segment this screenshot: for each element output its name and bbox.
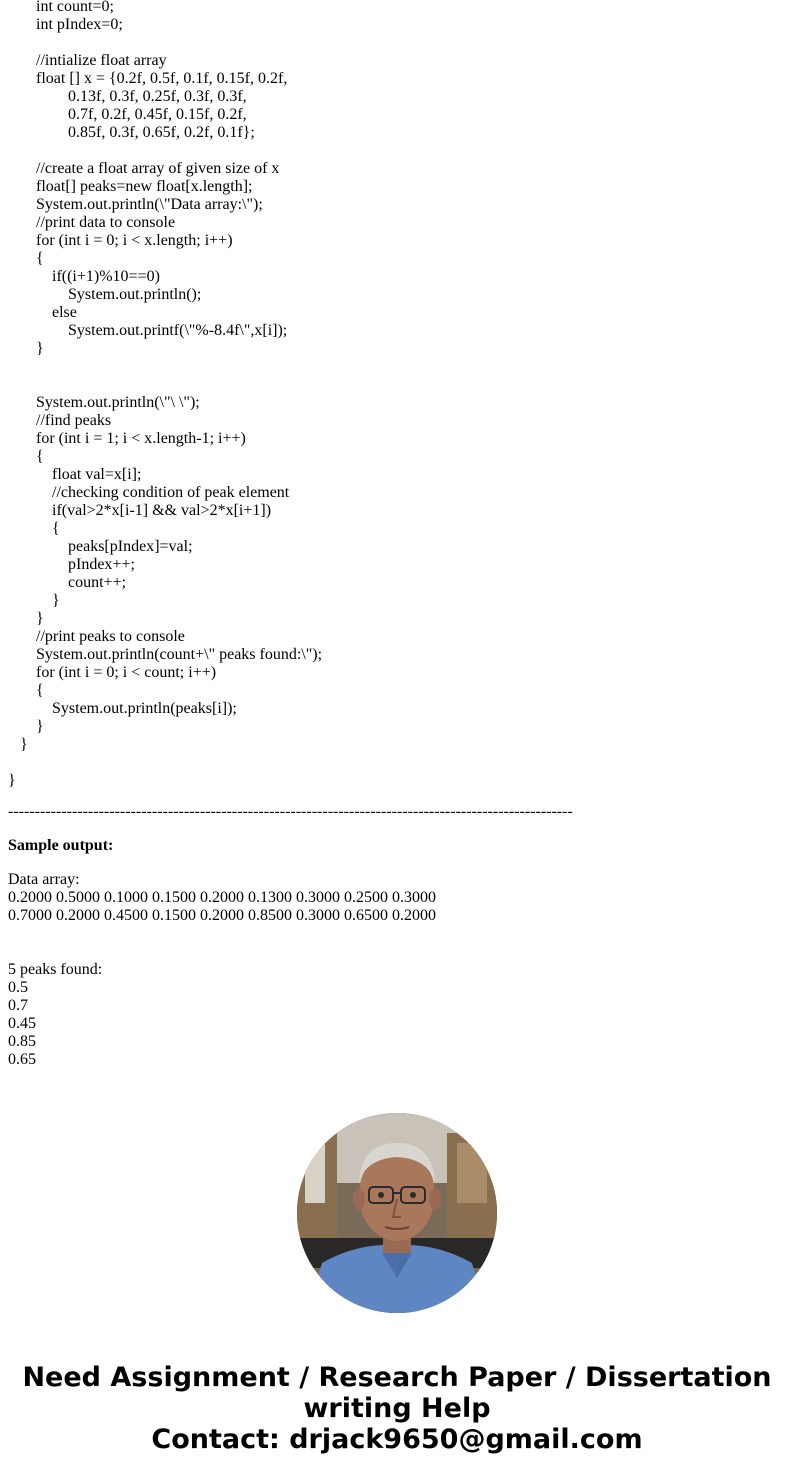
code-line: System.out.println(peaks[i]);	[8, 700, 237, 717]
code-line: int count=0;	[8, 0, 114, 15]
promo-contact: Contact: drjack9650@gmail.com	[151, 1424, 643, 1455]
output-line: Data array:	[8, 871, 80, 888]
code-line: float[] peaks=new float[x.length];	[8, 178, 253, 195]
code-line	[8, 754, 768, 772]
code-line: if((i+1)%10==0)	[8, 268, 160, 285]
code-line: }	[8, 772, 16, 789]
code-line: }	[8, 610, 44, 627]
code-line: //print peaks to console	[8, 628, 185, 645]
code-line	[8, 34, 768, 52]
promo-line-2: writing Help	[303, 1393, 491, 1424]
code-line: //print data to console	[8, 214, 176, 231]
code-line: count++;	[8, 574, 127, 591]
code-line: }	[8, 340, 44, 357]
output-line	[8, 925, 436, 943]
code-line: System.out.println(\"Data array:\");	[8, 196, 263, 213]
output-line: 0.5	[8, 979, 28, 996]
code-line: else	[8, 304, 77, 321]
code-line: int pIndex=0;	[8, 16, 123, 33]
code-block	[8, 0, 768, 790]
code-line: //create a float array of given size of x	[8, 160, 280, 177]
code-line: if(val>2*x[i-1] && val>2*x[i+1])	[8, 502, 272, 519]
code-line: }	[8, 718, 44, 735]
promo-line-1: Need Assignment / Research Paper / Dissertation	[22, 1362, 772, 1393]
sample-output-heading: Sample output:	[8, 837, 114, 854]
code-line: System.out.println();	[8, 286, 202, 303]
code-line: }	[8, 592, 60, 609]
code-line: System.out.println(\"\ \");	[8, 394, 200, 411]
code-line	[8, 376, 768, 394]
code-line: {	[8, 448, 44, 465]
output-line: 0.45	[8, 1015, 36, 1032]
code-line: //find peaks	[8, 412, 112, 429]
output-line: 0.7	[8, 997, 28, 1014]
output-line: 0.7000 0.2000 0.4500 0.1500 0.2000 0.8500 0.3000 0.6500 0.2000	[8, 907, 436, 924]
code-line: 0.85f, 0.3f, 0.65f, 0.2f, 0.1f};	[8, 124, 255, 141]
code-line: float [] x = {0.2f, 0.5f, 0.1f, 0.15f, 0.2f,	[8, 70, 288, 87]
code-line	[8, 142, 768, 160]
output-line: 0.65	[8, 1051, 36, 1068]
code-line: pIndex++;	[8, 556, 135, 573]
code-line	[8, 358, 768, 376]
promo-banner	[0, 1362, 794, 1455]
code-line: //intialize float array	[8, 52, 167, 69]
code-line: float val=x[i];	[8, 466, 142, 483]
code-line: for (int i = 1; i < x.length-1; i++)	[8, 430, 246, 447]
code-line: System.out.printf(\"%-8.4f\",x[i]);	[8, 322, 288, 339]
output-line: 0.85	[8, 1033, 36, 1050]
output-line: 5 peaks found:	[8, 961, 103, 978]
code-line: 0.7f, 0.2f, 0.45f, 0.15f, 0.2f,	[8, 106, 247, 123]
divider-line: ----------------------------------------------------------------------------------------------------------	[8, 803, 573, 820]
output-line: 0.2000 0.5000 0.1000 0.1500 0.2000 0.1300 0.3000 0.2500 0.3000	[8, 889, 436, 906]
output-line	[8, 943, 436, 961]
code-line: }	[8, 736, 28, 753]
code-line: System.out.println(count+\" peaks found:\");	[8, 646, 323, 663]
code-line: //checking condition of peak element	[8, 484, 290, 501]
portrait-image	[297, 1113, 497, 1313]
code-line: for (int i = 0; i < count; i++)	[8, 664, 217, 681]
sample-output-block	[8, 871, 436, 1069]
code-line: {	[8, 520, 60, 537]
code-line: {	[8, 682, 44, 699]
author-avatar	[297, 1113, 497, 1313]
code-line: for (int i = 0; i < x.length; i++)	[8, 232, 233, 249]
code-line: peaks[pIndex]=val;	[8, 538, 193, 555]
code-line: {	[8, 250, 44, 267]
code-line: 0.13f, 0.3f, 0.25f, 0.3f, 0.3f,	[8, 88, 247, 105]
